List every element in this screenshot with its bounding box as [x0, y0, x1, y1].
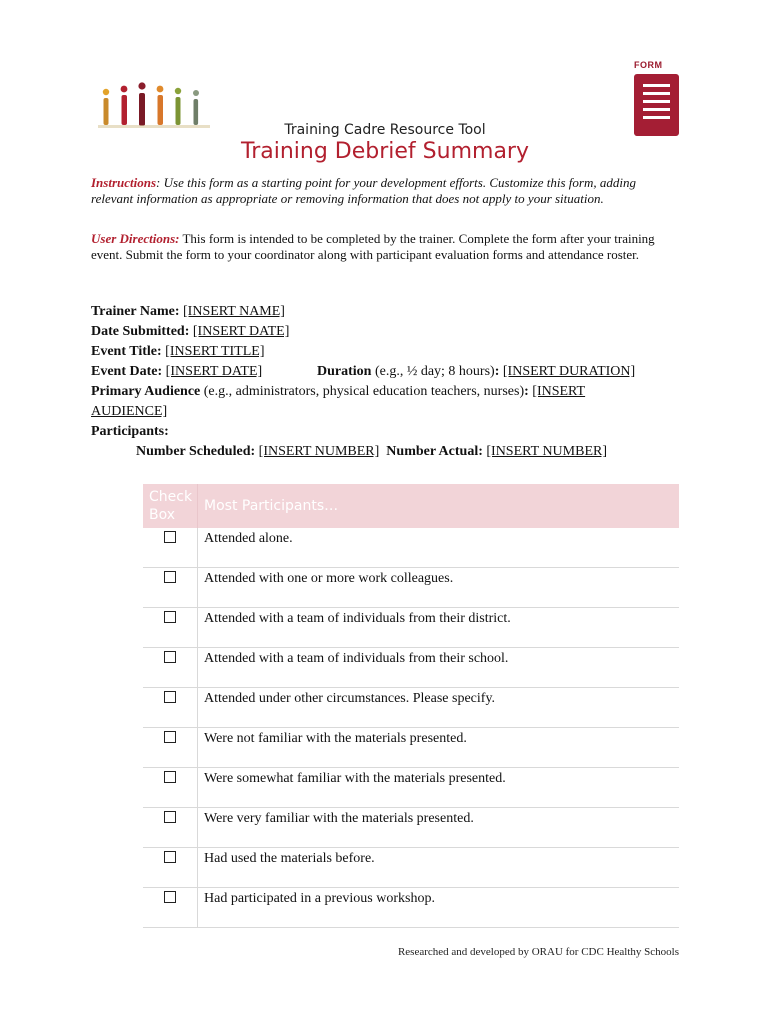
table-row	[143, 608, 679, 648]
row-label: Had participated in a previous workshop.	[198, 888, 680, 928]
checkbox-cell	[143, 648, 198, 688]
footer-credit: Researched and developed by ORAU for CDC Healthy Schools	[397, 946, 679, 958]
duration-label: Duration	[317, 364, 372, 379]
row-label: Attended with a team of individuals from their district.	[198, 608, 680, 648]
audience-field-cont[interactable]: AUDIENCE]	[91, 404, 168, 419]
audience-field[interactable]: [INSERT	[532, 384, 586, 399]
table-row	[143, 728, 679, 768]
user-directions-label: User Directions:	[91, 231, 180, 246]
participants-row	[91, 422, 681, 442]
checkbox-cell	[143, 688, 198, 728]
instructions-paragraph	[91, 175, 681, 207]
checkbox-cell	[143, 608, 198, 648]
trainer-name-row	[91, 302, 681, 322]
checkbox[interactable]	[164, 571, 176, 583]
trainer-name-label: Trainer Name:	[91, 304, 180, 319]
row-label: Were not familiar with the materials presented.	[198, 728, 680, 768]
checkbox[interactable]	[164, 611, 176, 623]
column-header-main: Most Participants…	[198, 484, 680, 528]
row-label: Were very familiar with the materials presented.	[198, 808, 680, 848]
row-label: Were somewhat familiar with the materials presented.	[198, 768, 680, 808]
table-row	[143, 688, 679, 728]
page-title: Training Debrief Summary	[241, 139, 529, 164]
subtitle: Training Cadre Resource Tool	[284, 122, 486, 138]
row-label: Attended alone.	[198, 528, 680, 568]
actual-label: Number Actual:	[386, 444, 483, 459]
checkbox[interactable]	[164, 651, 176, 663]
checkbox[interactable]	[164, 851, 176, 863]
row-label: Had used the materials before.	[198, 848, 680, 888]
audience-row	[91, 382, 681, 402]
column-header-check: Check Box	[143, 484, 198, 528]
checkbox[interactable]	[164, 891, 176, 903]
participant-counts-row	[91, 442, 681, 462]
instructions-label: Instructions	[91, 175, 157, 190]
checkbox-cell	[143, 728, 198, 768]
duration-hint: (e.g., ½ day; 8 hours)	[371, 364, 495, 379]
checkbox-cell	[143, 888, 198, 928]
table-row	[143, 648, 679, 688]
audience-row-cont	[91, 402, 681, 422]
duration-group	[317, 362, 635, 382]
checkbox-cell	[143, 528, 198, 568]
table-row	[143, 568, 679, 608]
checkbox[interactable]	[164, 771, 176, 783]
checkbox[interactable]	[164, 811, 176, 823]
event-title-row	[91, 342, 681, 362]
table-row	[143, 768, 679, 808]
row-label: Attended with a team of individuals from their school.	[198, 648, 680, 688]
event-date-row	[91, 362, 681, 382]
row-label: Attended under other circumstances. Please specify.	[198, 688, 680, 728]
row-label: Attended with one or more work colleagues.	[198, 568, 680, 608]
date-submitted-label: Date Submitted:	[91, 324, 190, 339]
checkbox-cell	[143, 568, 198, 608]
date-submitted-field[interactable]: [INSERT DATE]	[192, 324, 290, 339]
participants-label: Participants:	[91, 424, 169, 439]
checkbox-cell	[143, 768, 198, 808]
event-title-field[interactable]: [INSERT TITLE]	[165, 344, 265, 359]
audience-label: Primary Audience	[91, 384, 201, 399]
audience-hint: (e.g., administrators, physical education teachers, nurses)	[200, 384, 525, 399]
checkbox-cell	[143, 848, 198, 888]
event-title-label: Event Title:	[91, 344, 162, 359]
duration-field[interactable]: [INSERT DURATION]	[502, 364, 636, 379]
instructions-text: : Use this form as a starting point for your development efforts. Customize this form, adding relevant information as appropriate or removing information that does not apply to your situation.	[91, 175, 636, 206]
trainer-name-field[interactable]: [INSERT NAME]	[183, 304, 285, 319]
participants-table	[143, 484, 679, 928]
event-date-field[interactable]: [INSERT DATE]	[165, 364, 263, 379]
duration-colon: :	[494, 364, 500, 379]
table-row	[143, 808, 679, 848]
checkbox[interactable]	[164, 691, 176, 703]
user-directions-paragraph	[91, 231, 681, 263]
scheduled-label: Number Scheduled:	[136, 444, 256, 459]
table-row	[143, 888, 679, 928]
table-row	[143, 528, 679, 568]
date-submitted-row	[91, 322, 681, 342]
scheduled-field[interactable]: [INSERT NUMBER]	[258, 444, 380, 459]
checkbox[interactable]	[164, 731, 176, 743]
table-header-row	[143, 484, 679, 528]
table-row	[143, 848, 679, 888]
form-badge-label: FORM	[634, 60, 663, 70]
checkbox-cell	[143, 808, 198, 848]
audience-colon: :	[524, 384, 529, 399]
actual-field[interactable]: [INSERT NUMBER]	[486, 444, 608, 459]
event-date-label: Event Date:	[91, 364, 163, 379]
user-directions-text: This form is intended to be completed by the trainer. Complete the form after your training event. Submit the form to your coordinator along with participant evaluation forms and attendance roster.	[91, 231, 655, 262]
event-fields	[91, 302, 681, 462]
checkbox[interactable]	[164, 531, 176, 543]
